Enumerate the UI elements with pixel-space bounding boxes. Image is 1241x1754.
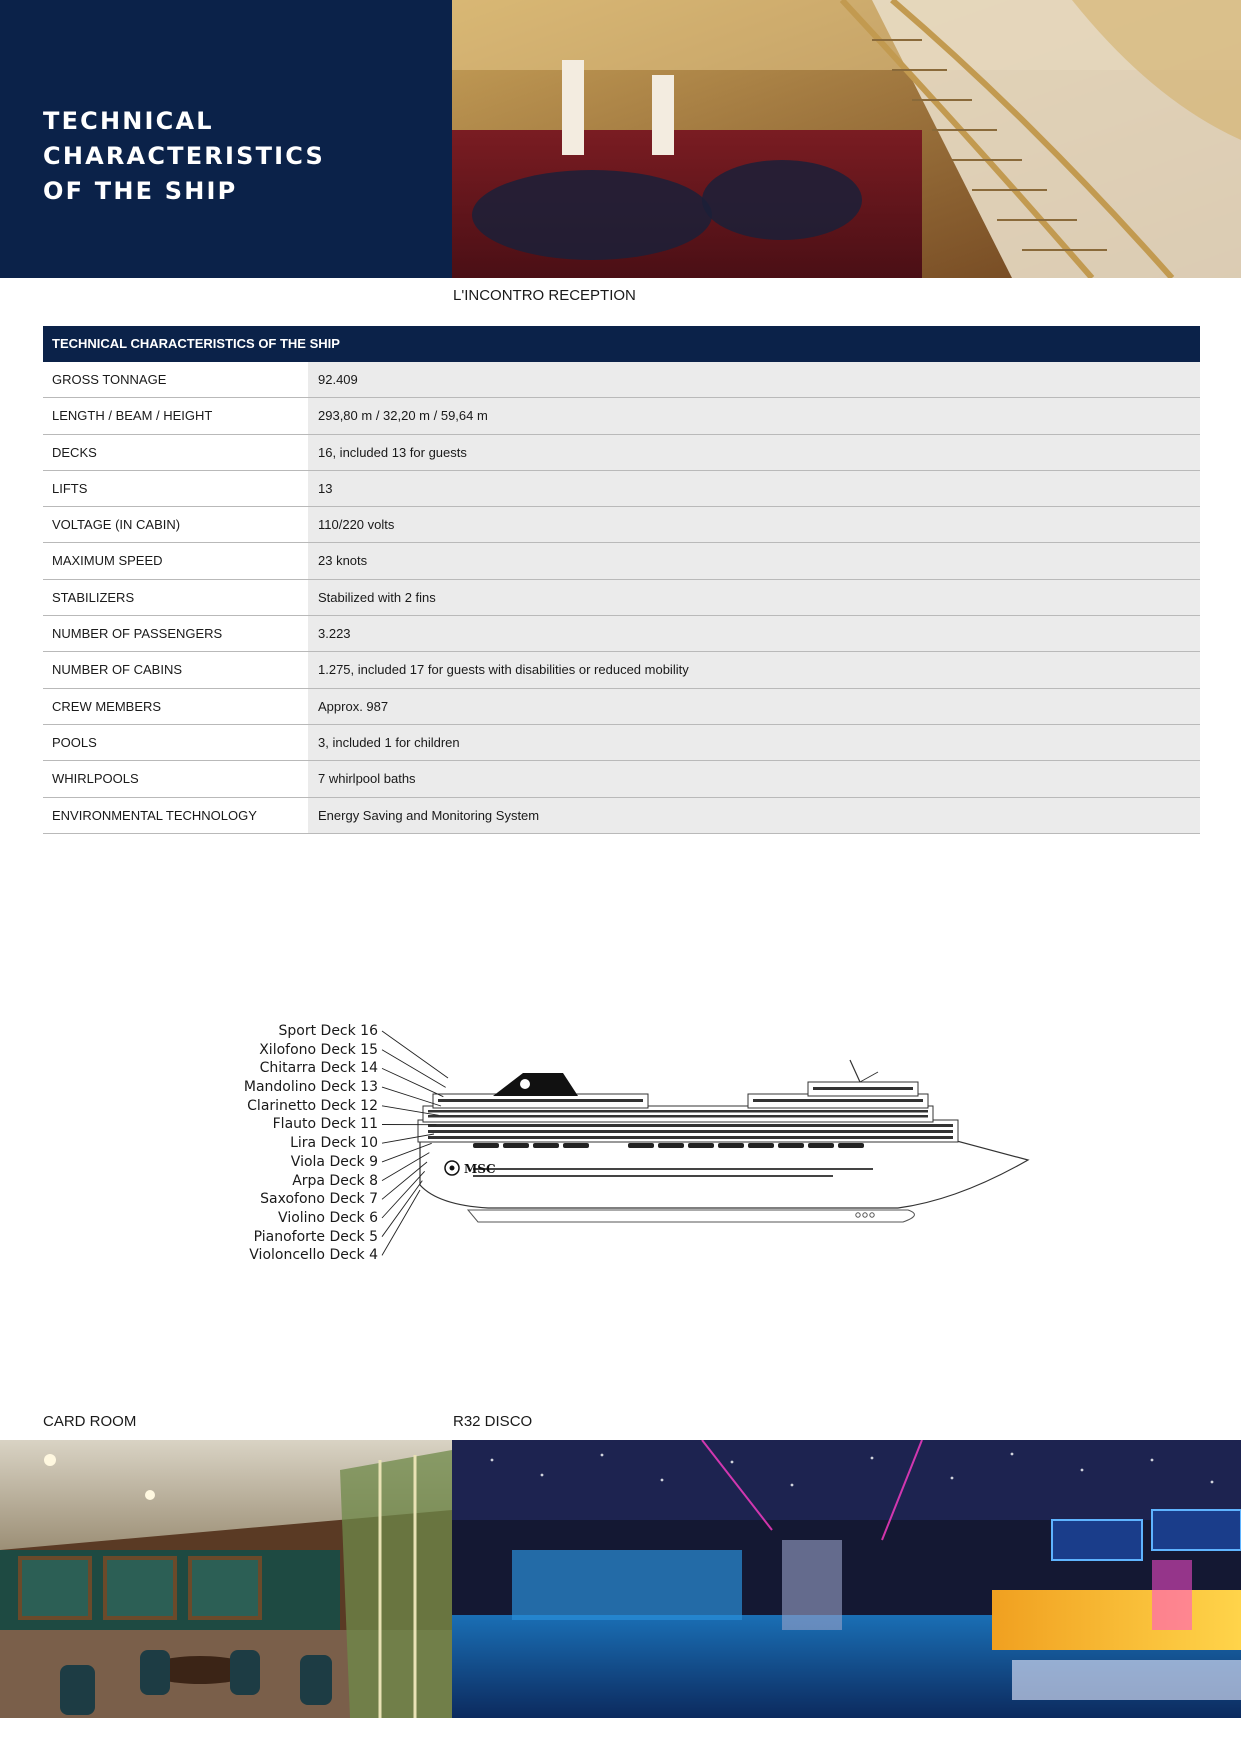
spec-value: 110/220 volts [308, 507, 1200, 542]
spec-label: GROSS TONNAGE [43, 362, 308, 397]
spec-label: NUMBER OF CABINS [43, 652, 308, 687]
deck-leader-line [382, 1171, 425, 1218]
disco-photo [452, 1440, 1241, 1718]
deck-label: Clarinetto Deck 12 [247, 1097, 378, 1114]
table-row [43, 362, 1200, 398]
spec-value: 1.275, included 17 for guests with disabilities or reduced mobility [308, 652, 1200, 687]
deck-leader-line [382, 1068, 443, 1096]
deck-label: Lira Deck 10 [290, 1135, 378, 1152]
specs-table-header: TECHNICAL CHARACTERISTICS OF THE SHIP [43, 326, 1200, 362]
spec-value: 3, included 1 for children [308, 725, 1200, 760]
deck-diagram [230, 1010, 1050, 1280]
table-row [43, 725, 1200, 761]
table-row [43, 616, 1200, 652]
deck-label: Violoncello Deck 4 [249, 1247, 378, 1264]
spec-value: 92.409 [308, 362, 1200, 397]
deck-label: Violino Deck 6 [278, 1209, 378, 1226]
deck-label: Saxofono Deck 7 [260, 1191, 378, 1208]
page-title-line-1: TECHNICAL CHARACTERISTICS [43, 107, 326, 170]
spec-label: LIFTS [43, 471, 308, 506]
table-row [43, 652, 1200, 688]
specs-table [43, 326, 1200, 834]
table-row [43, 689, 1200, 725]
table-row [43, 761, 1200, 797]
deck-label: Pianoforte Deck 5 [253, 1228, 378, 1245]
table-row [43, 543, 1200, 579]
deck-leader-line [382, 1031, 448, 1078]
spec-value: 7 whirlpool baths [308, 761, 1200, 796]
spec-label: CREW MEMBERS [43, 689, 308, 724]
spec-label: WHIRLPOOLS [43, 761, 308, 796]
spec-label: VOLTAGE (IN CABIN) [43, 507, 308, 542]
hero-title-panel [0, 0, 452, 278]
ship-hull-logo-text: MSC [464, 1162, 496, 1176]
spec-value: 23 knots [308, 543, 1200, 578]
disco-caption: R32 DISCO [453, 1413, 533, 1430]
deck-leader-line [382, 1050, 446, 1088]
card-room-photo [0, 1440, 452, 1718]
card-room-caption: CARD ROOM [43, 1413, 137, 1430]
spec-label: POOLS [43, 725, 308, 760]
deck-label: Flauto Deck 11 [272, 1116, 378, 1133]
page-title [43, 104, 443, 209]
spec-label: DECKS [43, 435, 308, 470]
deck-label: Chitarra Deck 14 [259, 1060, 378, 1077]
spec-label: LENGTH / BEAM / HEIGHT [43, 398, 308, 433]
spec-value: Stabilized with 2 fins [308, 580, 1200, 615]
reception-photo [452, 0, 1241, 278]
spec-value: Energy Saving and Monitoring System [308, 798, 1200, 833]
deck-labels [230, 1022, 378, 1265]
deck-label: Viola Deck 9 [290, 1153, 378, 1170]
spec-label: ENVIRONMENTAL TECHNOLOGY [43, 798, 308, 833]
ship-profile-drawing [378, 1010, 1050, 1280]
deck-label: Sport Deck 16 [278, 1023, 378, 1039]
deck-label: Xilofono Deck 15 [259, 1041, 378, 1058]
table-row [43, 507, 1200, 543]
table-row [43, 471, 1200, 507]
spec-label: MAXIMUM SPEED [43, 543, 308, 578]
table-row [43, 798, 1200, 834]
deck-leader-line [382, 1181, 422, 1237]
table-row [43, 398, 1200, 434]
spec-value: 13 [308, 471, 1200, 506]
deck-leader-line [382, 1087, 441, 1106]
spec-label: NUMBER OF PASSENGERS [43, 616, 308, 651]
spec-value: 16, included 13 for guests [308, 435, 1200, 470]
deck-leader-line [382, 1190, 420, 1255]
spec-value: 3.223 [308, 616, 1200, 651]
table-row [43, 435, 1200, 471]
spec-value: 293,80 m / 32,20 m / 59,64 m [308, 398, 1200, 433]
page-title-line-2: OF THE SHIP [43, 177, 238, 205]
deck-label: Arpa Deck 8 [292, 1172, 378, 1189]
deck-label: Mandolino Deck 13 [243, 1079, 378, 1096]
reception-photo-caption: L'INCONTRO RECEPTION [453, 287, 636, 304]
table-row [43, 580, 1200, 616]
spec-label: STABILIZERS [43, 580, 308, 615]
spec-value: Approx. 987 [308, 689, 1200, 724]
